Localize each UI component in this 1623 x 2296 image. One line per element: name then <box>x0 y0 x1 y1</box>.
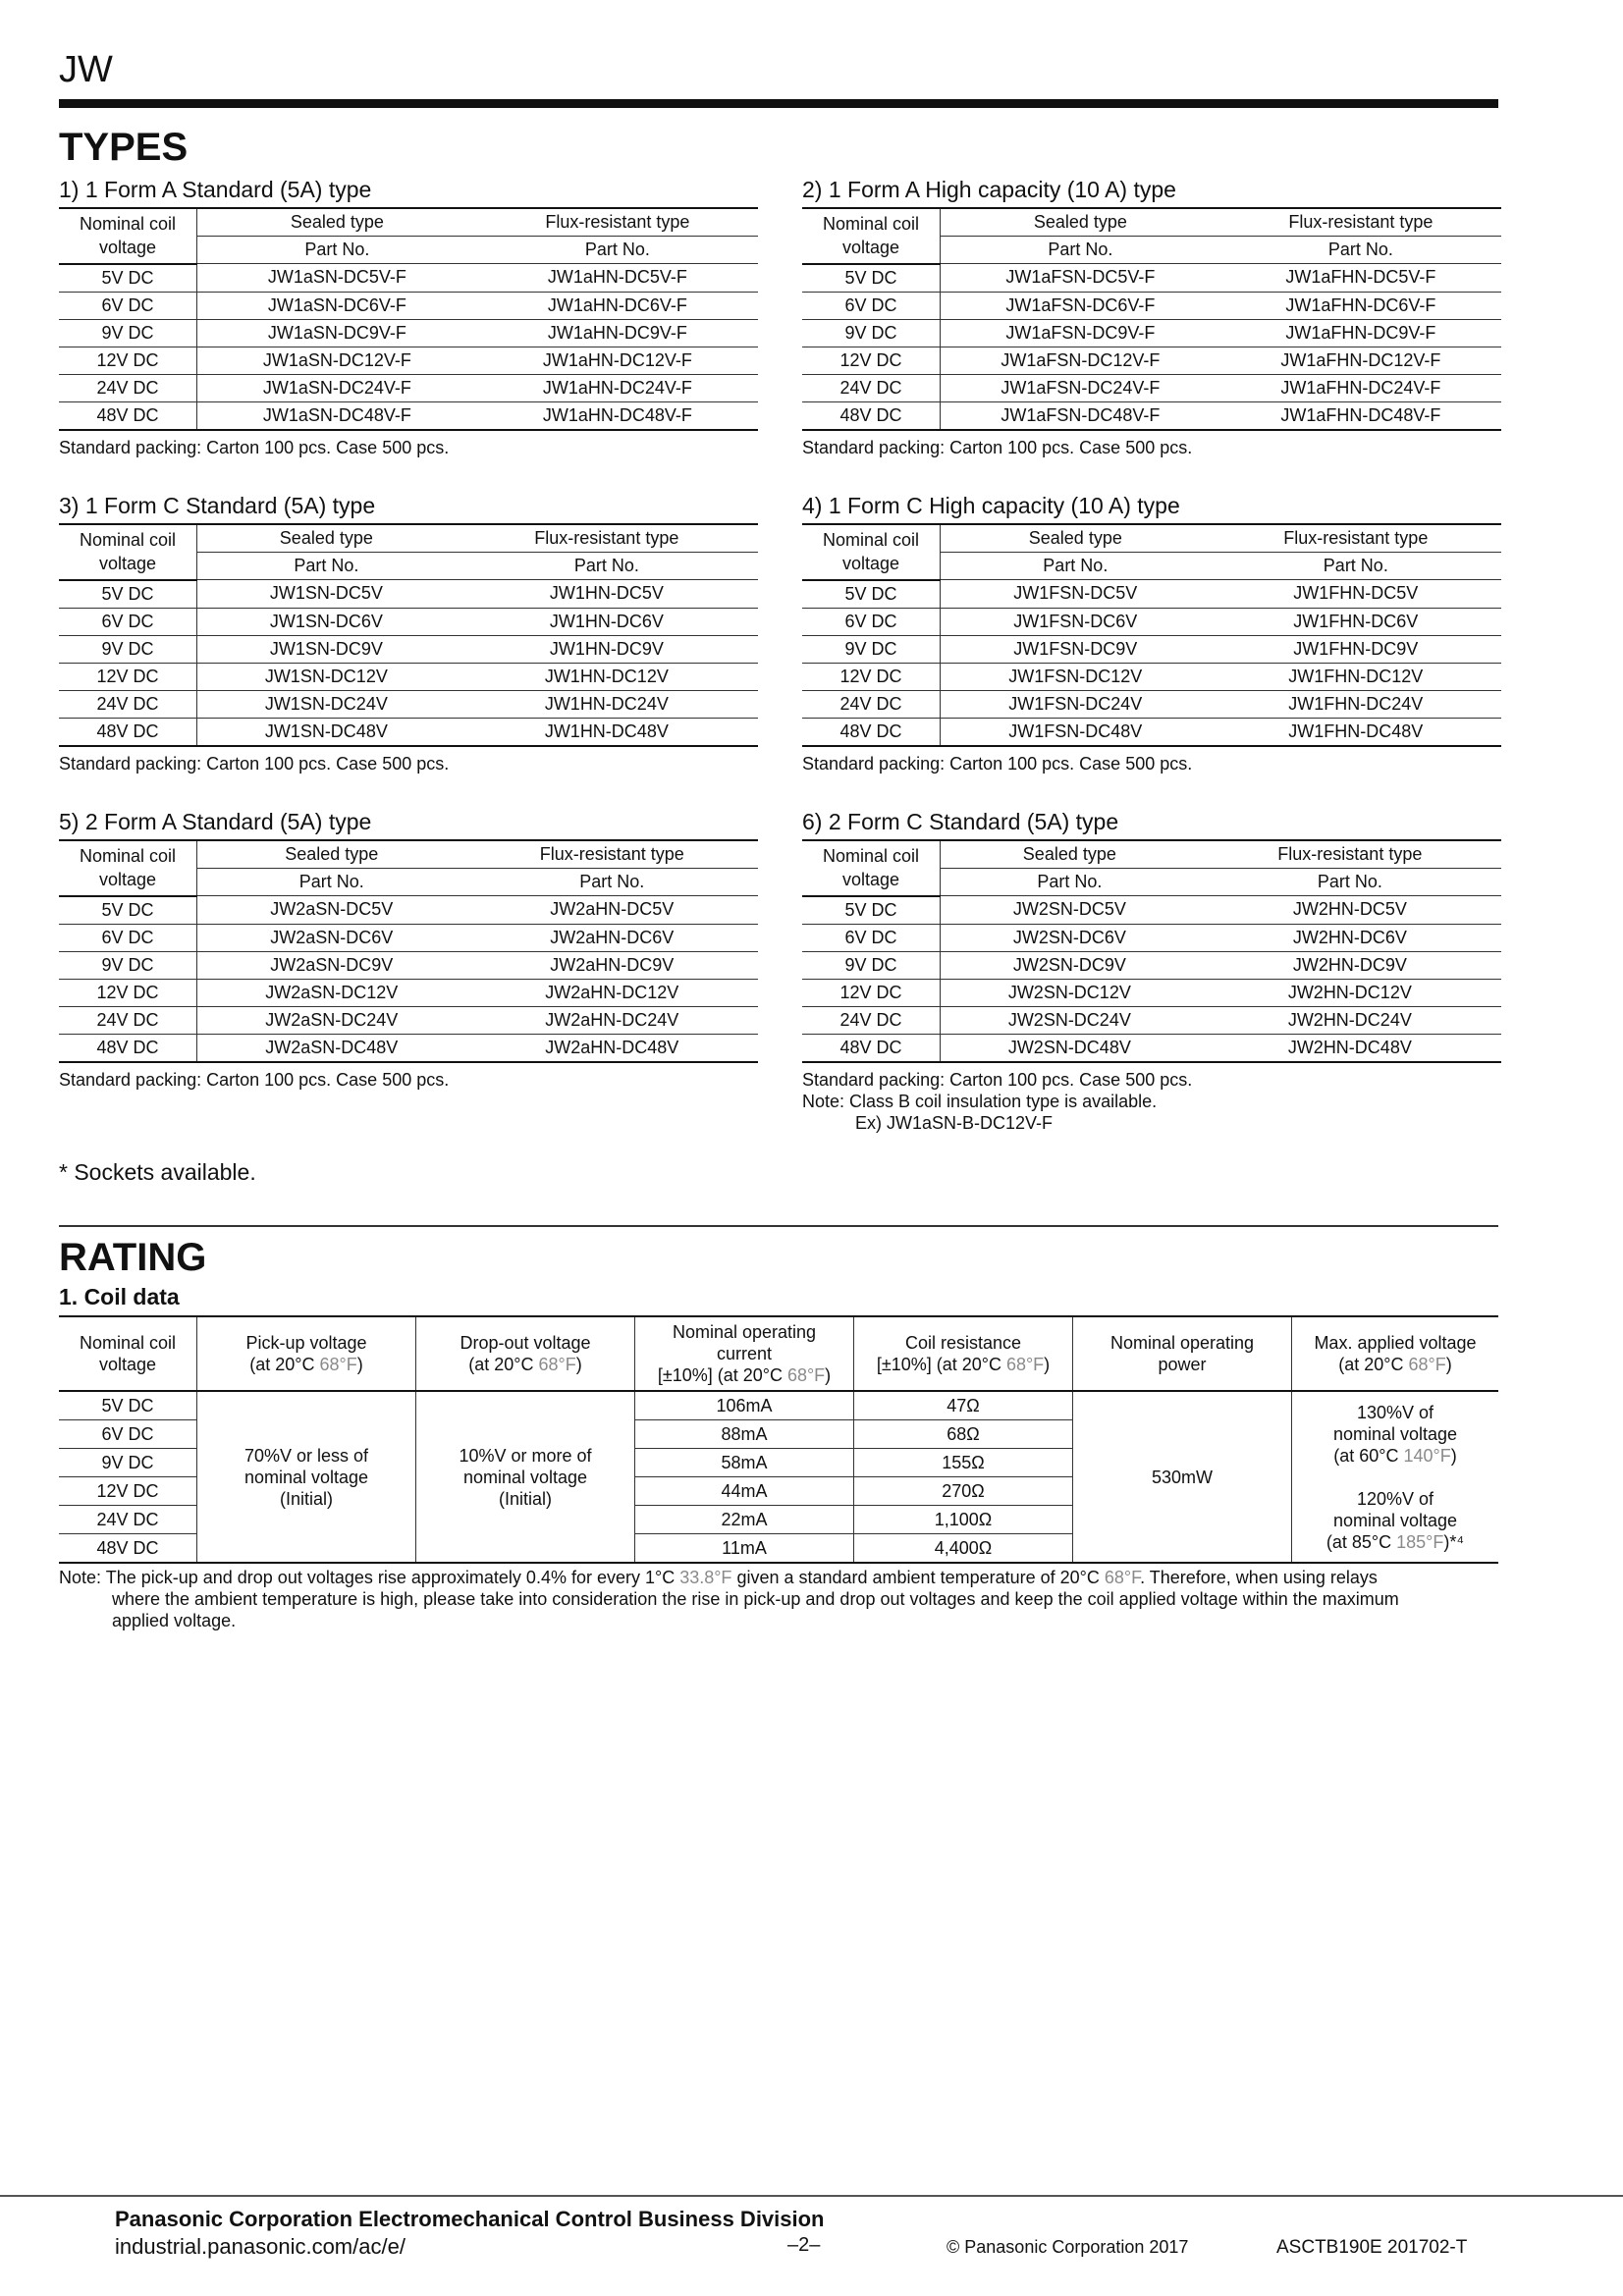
sealed-header: Sealed type <box>197 524 456 553</box>
part-no-header: Part No. <box>477 237 758 264</box>
coil-resistance: 270Ω <box>854 1477 1073 1506</box>
sealed-part-cell: JW1FSN-DC5V <box>941 580 1211 609</box>
nominal-header: Nominal coil voltage <box>59 208 197 264</box>
voltage-cell: 9V DC <box>802 635 941 663</box>
table-row <box>59 979 758 1006</box>
sealed-part-cell: JW1SN-DC6V <box>197 608 456 635</box>
table-row <box>59 401 758 430</box>
types-notes <box>802 1069 1501 1134</box>
types-table <box>59 839 758 1063</box>
flux-part-cell: JW2HN-DC24V <box>1199 1006 1501 1034</box>
types-notes <box>59 437 758 458</box>
table-row <box>59 690 758 718</box>
footer-company: Panasonic Corporation Electromechanical Control Business Division <box>115 2207 825 2231</box>
sealed-part-cell: JW1aFSN-DC12V-F <box>941 347 1220 374</box>
table-row <box>802 979 1501 1006</box>
voltage-cell: 5V DC <box>802 580 941 609</box>
nominal-header: Nominal coil voltage <box>59 840 197 896</box>
flux-part-cell: JW2aHN-DC9V <box>466 951 758 979</box>
table-row <box>802 608 1501 635</box>
page-number: –2– <box>787 2234 821 2256</box>
voltage-cell: 6V DC <box>59 924 197 951</box>
types-note-line: Standard packing: Carton 100 pcs. Case 500 pcs. <box>802 437 1193 457</box>
part-no-header: Part No. <box>1211 553 1501 580</box>
flux-part-cell: JW1FHN-DC9V <box>1211 635 1501 663</box>
coil-voltage: 12V DC <box>59 1477 197 1506</box>
coil-resistance: 155Ω <box>854 1449 1073 1477</box>
coil-data-title: 1. Coil data <box>59 1284 180 1309</box>
table-row <box>59 663 758 690</box>
flux-part-cell: JW2aHN-DC48V <box>466 1034 758 1062</box>
coil-current: 44mA <box>635 1477 854 1506</box>
types-table-title: 6) 2 Form C Standard (5A) type <box>802 809 1119 834</box>
table-row <box>802 951 1501 979</box>
nominal-header: Nominal coil voltage <box>802 840 941 896</box>
voltage-cell: 6V DC <box>802 292 941 319</box>
types-notes <box>802 753 1501 774</box>
flux-part-cell: JW2aHN-DC24V <box>466 1006 758 1034</box>
flux-part-cell: JW2HN-DC6V <box>1199 924 1501 951</box>
voltage-cell: 12V DC <box>59 979 197 1006</box>
types-notes <box>59 753 758 774</box>
sealed-part-cell: JW2aSN-DC48V <box>197 1034 466 1062</box>
footer-url[interactable]: industrial.panasonic.com/ac/e/ <box>115 2234 406 2259</box>
sealed-part-cell: JW2SN-DC24V <box>941 1006 1199 1034</box>
coil-resistance: 1,100Ω <box>854 1506 1073 1534</box>
table-row <box>802 264 1501 293</box>
rating-heading: RATING <box>59 1236 207 1279</box>
hdr-resistance: Coil resistance [±10%] (at 20°C 68°F) <box>854 1316 1073 1391</box>
flux-part-cell: JW1HN-DC24V <box>456 690 758 718</box>
flux-part-cell: JW1aFHN-DC5V-F <box>1220 264 1501 293</box>
sealed-header: Sealed type <box>941 840 1199 869</box>
table-row <box>802 924 1501 951</box>
part-no-header: Part No. <box>1220 237 1501 264</box>
sealed-part-cell: JW1aSN-DC5V-F <box>197 264 477 293</box>
sealed-part-cell: JW2SN-DC9V <box>941 951 1199 979</box>
types-table-block <box>59 493 758 774</box>
nominal-header: Nominal coil voltage <box>59 524 197 580</box>
table-row <box>59 951 758 979</box>
voltage-cell: 24V DC <box>802 1006 941 1034</box>
flux-part-cell: JW1aFHN-DC6V-F <box>1220 292 1501 319</box>
sockets-note: * Sockets available. <box>59 1159 256 1185</box>
flux-part-cell: JW1aHN-DC12V-F <box>477 347 758 374</box>
series-title: JW <box>59 49 113 90</box>
types-table-title: 5) 2 Form A Standard (5A) type <box>59 809 372 834</box>
table-row <box>802 635 1501 663</box>
nominal-header: Nominal coil voltage <box>802 524 941 580</box>
flux-header: Flux-resistant type <box>477 208 758 237</box>
types-table-title: 4) 1 Form C High capacity (10 A) type <box>802 493 1180 518</box>
voltage-cell: 5V DC <box>802 264 941 293</box>
flux-part-cell: JW2HN-DC48V <box>1199 1034 1501 1062</box>
flux-part-cell: JW2HN-DC5V <box>1199 896 1501 925</box>
flux-part-cell: JW2aHN-DC12V <box>466 979 758 1006</box>
sealed-part-cell: JW2SN-DC6V <box>941 924 1199 951</box>
hdr-nominal: Nominal coil voltage <box>59 1316 197 1391</box>
voltage-cell: 5V DC <box>59 264 197 293</box>
part-no-header: Part No. <box>197 553 456 580</box>
table-row <box>59 292 758 319</box>
part-no-header: Part No. <box>197 237 477 264</box>
flux-header: Flux-resistant type <box>1220 208 1501 237</box>
header-rule <box>59 99 1498 108</box>
part-no-header: Part No. <box>1199 869 1501 896</box>
table-row <box>802 1006 1501 1034</box>
types-note-line: Standard packing: Carton 100 pcs. Case 500 pcs. <box>59 1069 450 1090</box>
flux-part-cell: JW1HN-DC48V <box>456 718 758 746</box>
voltage-cell: 9V DC <box>59 951 197 979</box>
hdr-power: Nominal operating power <box>1073 1316 1292 1391</box>
coil-voltage: 6V DC <box>59 1420 197 1449</box>
sealed-header: Sealed type <box>197 840 466 869</box>
coil-voltage: 48V DC <box>59 1534 197 1564</box>
types-table <box>802 839 1501 1063</box>
voltage-cell: 48V DC <box>802 1034 941 1062</box>
sealed-part-cell: JW1aFSN-DC6V-F <box>941 292 1220 319</box>
types-note-line: Standard packing: Carton 100 pcs. Case 500 pcs. <box>802 753 1193 774</box>
part-no-header: Part No. <box>197 869 466 896</box>
sealed-part-cell: JW1SN-DC5V <box>197 580 456 609</box>
table-row <box>59 347 758 374</box>
table-row <box>802 690 1501 718</box>
sealed-part-cell: JW1FSN-DC48V <box>941 718 1211 746</box>
voltage-cell: 12V DC <box>59 663 197 690</box>
coil-voltage: 5V DC <box>59 1391 197 1420</box>
footer-rule <box>0 2195 1623 2197</box>
types-note-line: Standard packing: Carton 100 pcs. Case 500 pcs. <box>59 753 450 774</box>
flux-part-cell: JW1aFHN-DC9V-F <box>1220 319 1501 347</box>
part-no-header: Part No. <box>456 553 758 580</box>
voltage-cell: 12V DC <box>802 663 941 690</box>
flux-header: Flux-resistant type <box>1211 524 1501 553</box>
voltage-cell: 24V DC <box>59 1006 197 1034</box>
coil-current: 58mA <box>635 1449 854 1477</box>
sealed-part-cell: JW1SN-DC24V <box>197 690 456 718</box>
table-row <box>802 401 1501 430</box>
hdr-current: Nominal operating current [±10%] (at 20°C 68°F) <box>635 1316 854 1391</box>
coil-current: 22mA <box>635 1506 854 1534</box>
sealed-part-cell: JW2aSN-DC6V <box>197 924 466 951</box>
flux-part-cell: JW1aHN-DC6V-F <box>477 292 758 319</box>
coil-resistance: 47Ω <box>854 1391 1073 1420</box>
coil-current: 106mA <box>635 1391 854 1420</box>
voltage-cell: 12V DC <box>802 979 941 1006</box>
flux-part-cell: JW2aHN-DC5V <box>466 896 758 925</box>
types-table-block <box>59 177 758 458</box>
sealed-part-cell: JW1FSN-DC6V <box>941 608 1211 635</box>
coil-resistance: 68Ω <box>854 1420 1073 1449</box>
voltage-cell: 48V DC <box>59 401 197 430</box>
power-value: 530mW <box>1073 1391 1292 1563</box>
types-note-line: Ex) JW1aSN-B-DC12V-F <box>855 1112 1054 1133</box>
types-note-line: Standard packing: Carton 100 pcs. Case 500 pcs. <box>802 1069 1193 1090</box>
flux-part-cell: JW1aFHN-DC24V-F <box>1220 374 1501 401</box>
voltage-cell: 48V DC <box>59 1034 197 1062</box>
sealed-part-cell: JW1SN-DC9V <box>197 635 456 663</box>
sealed-part-cell: JW2aSN-DC24V <box>197 1006 466 1034</box>
flux-part-cell: JW2aHN-DC6V <box>466 924 758 951</box>
table-row <box>59 374 758 401</box>
sealed-part-cell: JW1SN-DC48V <box>197 718 456 746</box>
voltage-cell: 9V DC <box>802 951 941 979</box>
types-table-title: 3) 1 Form C Standard (5A) type <box>59 493 376 518</box>
table-row <box>802 347 1501 374</box>
sealed-part-cell: JW2aSN-DC5V <box>197 896 466 925</box>
types-table-block <box>802 809 1501 1134</box>
types-table <box>802 207 1501 431</box>
coil-current: 11mA <box>635 1534 854 1564</box>
section-divider <box>59 1225 1498 1227</box>
table-row <box>59 718 758 746</box>
flux-part-cell: JW2HN-DC9V <box>1199 951 1501 979</box>
sealed-part-cell: JW1aSN-DC24V-F <box>197 374 477 401</box>
types-table-title: 1) 1 Form A Standard (5A) type <box>59 177 372 202</box>
voltage-cell: 6V DC <box>802 924 941 951</box>
types-table <box>802 523 1501 747</box>
flux-part-cell: JW1aHN-DC5V-F <box>477 264 758 293</box>
types-table-block <box>802 177 1501 458</box>
max-value: 130%V of nominal voltage (at 60°C 140°F) 120%V of nominal voltage (at 85°C 185°F)*⁴ <box>1292 1391 1499 1563</box>
types-heading: TYPES <box>59 126 189 169</box>
voltage-cell: 24V DC <box>802 690 941 718</box>
voltage-cell: 48V DC <box>802 401 941 430</box>
flux-part-cell: JW1FHN-DC6V <box>1211 608 1501 635</box>
table-row <box>802 718 1501 746</box>
voltage-cell: 24V DC <box>59 690 197 718</box>
table-row <box>802 292 1501 319</box>
flux-part-cell: JW1FHN-DC5V <box>1211 580 1501 609</box>
types-notes <box>802 437 1501 458</box>
voltage-cell: 6V DC <box>802 608 941 635</box>
flux-header: Flux-resistant type <box>1199 840 1501 869</box>
table-row <box>59 896 758 925</box>
sealed-part-cell: JW1FSN-DC24V <box>941 690 1211 718</box>
sealed-part-cell: JW1FSN-DC12V <box>941 663 1211 690</box>
voltage-cell: 9V DC <box>802 319 941 347</box>
flux-part-cell: JW1aHN-DC24V-F <box>477 374 758 401</box>
types-table-block <box>59 809 758 1091</box>
types-note-line: Note: Class B coil insulation type is available. <box>802 1091 1158 1111</box>
flux-part-cell: JW1HN-DC5V <box>456 580 758 609</box>
voltage-cell: 5V DC <box>802 896 941 925</box>
coil-data-table <box>59 1315 1498 1564</box>
types-table <box>59 523 758 747</box>
sealed-part-cell: JW1aFSN-DC9V-F <box>941 319 1220 347</box>
flux-part-cell: JW1aFHN-DC12V-F <box>1220 347 1501 374</box>
table-row <box>802 374 1501 401</box>
sealed-part-cell: JW1aSN-DC6V-F <box>197 292 477 319</box>
table-row <box>59 1006 758 1034</box>
hdr-pickup: Pick-up voltage (at 20°C 68°F) <box>197 1316 416 1391</box>
sealed-part-cell: JW2SN-DC48V <box>941 1034 1199 1062</box>
sealed-part-cell: JW1aSN-DC48V-F <box>197 401 477 430</box>
sealed-header: Sealed type <box>941 208 1220 237</box>
coil-voltage: 24V DC <box>59 1506 197 1534</box>
part-no-header: Part No. <box>941 237 1220 264</box>
voltage-cell: 12V DC <box>802 347 941 374</box>
table-row <box>59 319 758 347</box>
flux-part-cell: JW1aFHN-DC48V-F <box>1220 401 1501 430</box>
voltage-cell: 12V DC <box>59 347 197 374</box>
table-row <box>59 924 758 951</box>
flux-part-cell: JW1HN-DC9V <box>456 635 758 663</box>
table-row <box>59 264 758 293</box>
coil-resistance: 4,400Ω <box>854 1534 1073 1564</box>
flux-part-cell: JW1FHN-DC24V <box>1211 690 1501 718</box>
types-note-line: Standard packing: Carton 100 pcs. Case 500 pcs. <box>59 437 450 457</box>
sealed-part-cell: JW2SN-DC5V <box>941 896 1199 925</box>
dropout-value: 10%V or more of nominal voltage (Initial) <box>416 1391 635 1563</box>
flux-part-cell: JW1aHN-DC9V-F <box>477 319 758 347</box>
voltage-cell: 6V DC <box>59 608 197 635</box>
table-row <box>802 580 1501 609</box>
flux-header: Flux-resistant type <box>466 840 758 869</box>
table-row <box>802 319 1501 347</box>
hdr-max: Max. applied voltage (at 20°C 68°F) <box>1292 1316 1499 1391</box>
part-no-header: Part No. <box>941 553 1211 580</box>
voltage-cell: 5V DC <box>59 896 197 925</box>
voltage-cell: 24V DC <box>802 374 941 401</box>
sealed-part-cell: JW2aSN-DC9V <box>197 951 466 979</box>
part-no-header: Part No. <box>941 869 1199 896</box>
sealed-part-cell: JW2SN-DC12V <box>941 979 1199 1006</box>
voltage-cell: 9V DC <box>59 319 197 347</box>
pickup-value: 70%V or less of nominal voltage (Initial) <box>197 1391 416 1563</box>
table-row <box>802 896 1501 925</box>
sealed-part-cell: JW1aSN-DC9V-F <box>197 319 477 347</box>
flux-part-cell: JW1HN-DC12V <box>456 663 758 690</box>
flux-part-cell: JW2HN-DC12V <box>1199 979 1501 1006</box>
table-row <box>59 1034 758 1062</box>
flux-part-cell: JW1FHN-DC48V <box>1211 718 1501 746</box>
sealed-header: Sealed type <box>941 524 1211 553</box>
types-notes <box>59 1069 758 1091</box>
sealed-part-cell: JW1FSN-DC9V <box>941 635 1211 663</box>
table-row <box>802 663 1501 690</box>
flux-header: Flux-resistant type <box>456 524 758 553</box>
flux-part-cell: JW1FHN-DC12V <box>1211 663 1501 690</box>
voltage-cell: 6V DC <box>59 292 197 319</box>
hdr-dropout: Drop-out voltage (at 20°C 68°F) <box>416 1316 635 1391</box>
voltage-cell: 48V DC <box>59 718 197 746</box>
voltage-cell: 5V DC <box>59 580 197 609</box>
voltage-cell: 24V DC <box>59 374 197 401</box>
sealed-part-cell: JW1aSN-DC12V-F <box>197 347 477 374</box>
coil-note: Note: The pick-up and drop out voltages rise approximately 0.4% for every 1°C 33.8°F given a standard ambient temperature of 20°C 68°F. Therefore, when using relays where the ambient temperature is high, please take into consideration the rise in pick-up and drop out voltages and keep the coil applied voltage within the maximum applied voltage. <box>59 1568 1399 1630</box>
sealed-part-cell: JW1SN-DC12V <box>197 663 456 690</box>
coil-voltage: 9V DC <box>59 1449 197 1477</box>
table-row <box>802 1034 1501 1062</box>
flux-part-cell: JW1HN-DC6V <box>456 608 758 635</box>
nominal-header: Nominal coil voltage <box>802 208 941 264</box>
table-row <box>59 608 758 635</box>
types-table-block <box>802 493 1501 774</box>
table-row <box>59 635 758 663</box>
part-no-header: Part No. <box>466 869 758 896</box>
voltage-cell: 9V DC <box>59 635 197 663</box>
footer-doc-code: ASCTB190E 201702-T <box>1276 2237 1468 2258</box>
sealed-part-cell: JW1aFSN-DC48V-F <box>941 401 1220 430</box>
types-table <box>59 207 758 431</box>
sealed-part-cell: JW1aFSN-DC5V-F <box>941 264 1220 293</box>
voltage-cell: 48V DC <box>802 718 941 746</box>
sealed-part-cell: JW2aSN-DC12V <box>197 979 466 1006</box>
footer-copyright: © Panasonic Corporation 2017 <box>947 2237 1189 2257</box>
sealed-header: Sealed type <box>197 208 477 237</box>
table-row <box>59 580 758 609</box>
coil-current: 88mA <box>635 1420 854 1449</box>
sealed-part-cell: JW1aFSN-DC24V-F <box>941 374 1220 401</box>
flux-part-cell: JW1aHN-DC48V-F <box>477 401 758 430</box>
types-table-title: 2) 1 Form A High capacity (10 A) type <box>802 177 1176 202</box>
